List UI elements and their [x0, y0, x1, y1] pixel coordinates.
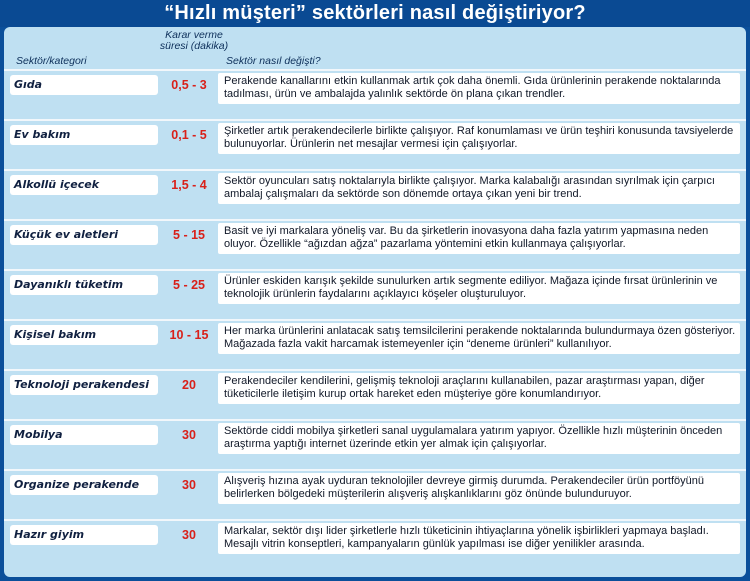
- time-cell: 20: [182, 378, 196, 392]
- description-cell: Alışveriş hızına ayak uyduran teknolojiler devreye girmiş durumda. Perakendeciler ürün portföyünü belirlerken bölgedeki müşterilerin alışveriş alışkanlıklarını göz önünde bulunduruyor.: [218, 473, 740, 504]
- row-divider: [4, 419, 746, 421]
- time-cell: 0,5 - 3: [171, 78, 207, 92]
- category-cell: Alkollü içecek: [10, 175, 158, 195]
- row-divider: [4, 469, 746, 471]
- row-divider: [4, 319, 746, 321]
- row-divider: [4, 519, 746, 521]
- category-cell: Kişisel bakım: [10, 325, 158, 345]
- description-cell: Sektörde ciddi mobilya şirketleri sanal uygulamalara yatırım yapıyor. Özellikle hızlı müşterinin önceden araştırma yaptığı internet üzerinde etkin yer almak için çalışıyorlar.: [218, 423, 740, 454]
- description-cell: Her marka ürünlerini anlatacak satış temsilcilerini perakende noktalarında bulundurmaya özen gösteriyor. Mağazada fazla vakit harcamak istemeyenler için “deneme ürünleri” kullanılıyor.: [218, 323, 740, 354]
- description-cell: Basit ve iyi markalara yöneliş var. Bu da şirketlerin inovasyona daha fazla yatırım yapmasına neden oluyor. Özellikle “ağızdan ağza” pazarlama yöntemini etkin kullanmaya çalışıyorlar.: [218, 223, 740, 254]
- category-cell: Organize perakende: [10, 475, 158, 495]
- time-cell: 1,5 - 4: [171, 178, 207, 192]
- category-cell: Dayanıklı tüketim: [10, 275, 158, 295]
- time-cell: 30: [182, 528, 196, 542]
- row-divider: [4, 119, 746, 121]
- time-cell: 30: [182, 478, 196, 492]
- category-cell: Teknoloji perakendesi: [10, 375, 158, 395]
- category-cell: Küçük ev aletleri: [10, 225, 158, 245]
- row-divider: [4, 69, 746, 71]
- description-cell: Markalar, sektör dışı lider şirketlerle hızlı tüketicinin ihtiyaçlarına yönelik işbirlikleri yapmaya başladı. Mesajlı vitrin konseptleri, kampanyaların günlük yapılması ise diğer yenilikler arasında.: [218, 523, 740, 554]
- description-cell: Sektör oyuncuları satış noktalarıyla birlikte çalışıyor. Marka kalabalığı arasından sıyrılmak için çarpıcı ambalaj çalışmaları da sektörde son dönemde ortaya çıkan yeni bir trend.: [218, 173, 740, 204]
- header-decision-time: Karar verme süresi (dakika): [159, 29, 229, 52]
- infographic-title: “Hızlı müşteri” sektörleri nasıl değiştiriyor?: [0, 0, 750, 27]
- category-cell: Gıda: [10, 75, 158, 95]
- category-cell: Hazır giyim: [10, 525, 158, 545]
- description-cell: Perakende kanallarını etkin kullanmak artık çok daha önemli. Gıda ürünlerinin perakende noktalarında tadılması, ürün ve ambalajda yalınlık sektörde ön plana çıkan trendler.: [218, 73, 740, 104]
- time-cell: 5 - 15: [173, 228, 205, 242]
- row-divider: [4, 369, 746, 371]
- row-divider: [4, 169, 746, 171]
- table-panel: [4, 27, 746, 577]
- header-category: Sektör/kategori: [16, 55, 87, 67]
- header-description: Sektör nasıl değişti?: [226, 55, 321, 67]
- row-divider: [4, 269, 746, 271]
- time-cell: 10 - 15: [169, 328, 209, 342]
- time-cell: 5 - 25: [173, 278, 205, 292]
- description-cell: Perakendeciler kendilerini, gelişmiş teknoloji araçlarını kullanabilen, pazar araştırması yapan, diğer tüketicilerle iletişim kurup ortak hareket eden müşteriye göre konumlandırıyor.: [218, 373, 740, 404]
- row-divider: [4, 219, 746, 221]
- time-cell: 0,1 - 5: [171, 128, 207, 142]
- category-cell: Mobilya: [10, 425, 158, 445]
- description-cell: Ürünler eskiden karışık şekilde sunulurken artık segmente ediliyor. Mağaza içinde fırsat ürünlerinin ve teknolojik ürünlerin faydalarını açıklayıcı köşeler oluşturuluyor.: [218, 273, 740, 304]
- time-cell: 30: [182, 428, 196, 442]
- description-cell: Şirketler artık perakendecilerle birlikte çalışıyor. Raf konumlaması ve ürün teşhiri konusunda tavsiyelerde bulunuyorlar. Ürünlerin net mesajlar vermesi için çalışıyorlar.: [218, 123, 740, 154]
- category-cell: Ev bakım: [10, 125, 158, 145]
